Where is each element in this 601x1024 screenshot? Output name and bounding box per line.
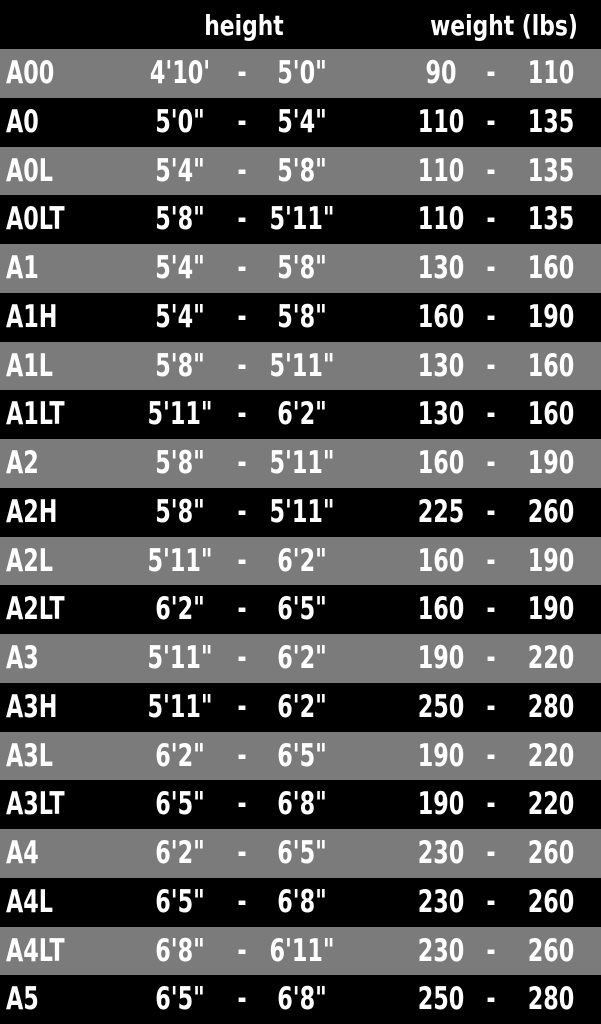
weight-min-cell: 130 [417, 347, 465, 384]
height-max-cell: 5'4" [277, 103, 327, 140]
height-max-cell: 6'8" [277, 883, 327, 920]
table-row [0, 975, 601, 1024]
table-row [0, 585, 601, 634]
table-row [0, 488, 601, 537]
height-max-cell: 5'11" [269, 493, 335, 530]
weight-range-dash: - [486, 55, 496, 91]
height-min-cell: 6'8" [155, 932, 205, 969]
table-row [0, 147, 601, 196]
height-min-cell: 5'4" [155, 298, 205, 335]
weight-range-dash: - [486, 640, 496, 676]
height-range-dash: - [237, 445, 247, 481]
table-row [0, 634, 601, 683]
size-table-body [0, 49, 601, 1024]
size-cell: A2L [6, 542, 54, 579]
height-min-cell: 5'8" [155, 347, 205, 384]
table-row [0, 537, 601, 586]
height-min-cell: 6'5" [155, 981, 205, 1018]
size-cell: A1LT [6, 396, 65, 433]
height-range-dash: - [237, 640, 247, 676]
height-max-cell: 6'2" [277, 542, 327, 579]
table-row [0, 878, 601, 927]
weight-max-cell: 190 [527, 591, 575, 628]
height-min-cell: 5'8" [155, 445, 205, 481]
height-max-cell: 6'5" [277, 737, 327, 774]
table-row [0, 927, 601, 976]
height-range-dash: - [237, 542, 247, 579]
height-range-dash: - [237, 396, 247, 433]
height-min-cell: 4'10' [149, 55, 211, 91]
height-min-cell: 6'2" [155, 591, 205, 628]
weight-min-cell: 130 [417, 396, 465, 433]
height-min-cell: 6'2" [155, 835, 205, 871]
weight-range-dash: - [486, 835, 496, 871]
weight-min-cell: 230 [417, 835, 465, 871]
weight-max-cell: 260 [527, 835, 575, 871]
weight-range-dash: - [486, 152, 496, 189]
height-min-cell: 6'5" [155, 883, 205, 920]
size-cell: A4 [6, 835, 39, 871]
table-row [0, 390, 601, 439]
size-cell: A3LT [6, 786, 65, 823]
height-min-cell: 5'8" [155, 493, 205, 530]
height-range-dash: - [237, 981, 247, 1018]
weight-range-dash: - [486, 591, 496, 628]
table-row [0, 293, 601, 342]
size-cell: A1H [6, 298, 58, 335]
weight-range-dash: - [486, 250, 496, 286]
weight-range-dash: - [486, 445, 496, 481]
weight-max-cell: 280 [527, 688, 575, 725]
height-min-cell: 6'5" [155, 786, 205, 823]
table-row [0, 439, 601, 488]
weight-max-cell: 160 [527, 250, 575, 286]
table-header [0, 0, 601, 49]
height-min-cell: 5'4" [155, 152, 205, 189]
size-cell: A4LT [6, 932, 65, 969]
height-column-header: height [204, 9, 284, 42]
height-range-dash: - [237, 103, 247, 140]
weight-max-cell: 220 [527, 786, 575, 823]
size-cell: A0LT [6, 201, 65, 238]
weight-range-dash: - [486, 298, 496, 335]
weight-max-cell: 190 [527, 542, 575, 579]
table-row [0, 244, 601, 293]
height-max-cell: 5'8" [277, 298, 327, 335]
size-cell: A3H [6, 688, 58, 725]
table-row [0, 49, 601, 98]
height-max-cell: 6'5" [277, 591, 327, 628]
height-max-cell: 6'5" [277, 835, 327, 871]
height-range-dash: - [237, 883, 247, 920]
height-range-dash: - [237, 688, 247, 725]
size-cell: A1 [6, 250, 39, 286]
weight-max-cell: 260 [527, 883, 575, 920]
weight-range-dash: - [486, 932, 496, 969]
weight-min-cell: 160 [417, 542, 465, 579]
size-cell: A3 [6, 640, 39, 676]
height-max-cell: 5'11" [269, 445, 335, 481]
weight-range-dash: - [486, 493, 496, 530]
weight-range-dash: - [486, 883, 496, 920]
height-range-dash: - [237, 932, 247, 969]
weight-min-cell: 160 [417, 591, 465, 628]
size-cell: A3L [6, 737, 54, 774]
size-cell: A00 [6, 55, 55, 91]
size-cell: A5 [6, 981, 39, 1018]
size-cell: A2H [6, 493, 58, 530]
weight-range-dash: - [486, 981, 496, 1018]
height-min-cell: 5'11" [147, 396, 213, 433]
weight-max-cell: 260 [527, 493, 575, 530]
weight-min-cell: 160 [417, 445, 465, 481]
size-cell: A1L [6, 347, 54, 384]
weight-max-cell: 190 [527, 298, 575, 335]
weight-min-cell: 190 [417, 640, 465, 676]
height-range-dash: - [237, 298, 247, 335]
table-row [0, 195, 601, 244]
height-max-cell: 6'8" [277, 981, 327, 1018]
height-range-dash: - [237, 786, 247, 823]
weight-min-cell: 250 [417, 981, 465, 1018]
height-min-cell: 5'8" [155, 201, 205, 238]
height-max-cell: 6'8" [277, 786, 327, 823]
weight-range-dash: - [486, 201, 496, 238]
height-range-dash: - [237, 152, 247, 189]
height-max-cell: 5'0" [277, 55, 327, 91]
table-row [0, 732, 601, 781]
height-range-dash: - [237, 347, 247, 384]
table-row [0, 342, 601, 391]
weight-max-cell: 220 [527, 737, 575, 774]
weight-max-cell: 190 [527, 445, 575, 481]
height-min-cell: 5'4" [155, 250, 205, 286]
height-max-cell: 5'8" [277, 152, 327, 189]
height-range-dash: - [237, 737, 247, 774]
weight-max-cell: 280 [527, 981, 575, 1018]
height-max-cell: 5'11" [269, 201, 335, 238]
weight-range-dash: - [486, 542, 496, 579]
weight-max-cell: 160 [527, 396, 575, 433]
weight-column-header: weight (lbs) [430, 9, 578, 42]
weight-min-cell: 110 [417, 152, 465, 189]
weight-min-cell: 250 [417, 688, 465, 725]
weight-min-cell: 230 [417, 932, 465, 969]
weight-range-dash: - [486, 737, 496, 774]
weight-min-cell: 225 [417, 493, 465, 530]
table-row [0, 829, 601, 878]
weight-max-cell: 110 [527, 55, 575, 91]
height-max-cell: 6'2" [277, 640, 327, 676]
height-max-cell: 6'2" [277, 688, 327, 725]
height-range-dash: - [237, 493, 247, 530]
height-min-cell: 6'2" [155, 737, 205, 774]
weight-min-cell: 130 [417, 250, 465, 286]
weight-range-dash: - [486, 688, 496, 725]
weight-min-cell: 110 [417, 201, 465, 238]
weight-min-cell: 230 [417, 883, 465, 920]
height-range-dash: - [237, 835, 247, 871]
height-max-cell: 5'11" [269, 347, 335, 384]
weight-range-dash: - [486, 396, 496, 433]
size-cell: A2LT [6, 591, 65, 628]
height-range-dash: - [237, 55, 247, 91]
table-row [0, 780, 601, 829]
weight-range-dash: - [486, 103, 496, 140]
size-cell: A4L [6, 883, 54, 920]
weight-max-cell: 135 [527, 103, 575, 140]
weight-min-cell: 90 [425, 55, 457, 91]
table-row [0, 98, 601, 147]
height-range-dash: - [237, 591, 247, 628]
weight-max-cell: 135 [527, 152, 575, 189]
weight-min-cell: 160 [417, 298, 465, 335]
height-min-cell: 5'11" [147, 542, 213, 579]
weight-min-cell: 190 [417, 737, 465, 774]
size-cell: A0 [6, 103, 39, 140]
weight-min-cell: 110 [417, 103, 465, 140]
size-cell: A2 [6, 445, 39, 481]
height-range-dash: - [237, 250, 247, 286]
height-min-cell: 5'11" [147, 640, 213, 676]
size-cell: A0L [6, 152, 54, 189]
weight-max-cell: 160 [527, 347, 575, 384]
weight-max-cell: 220 [527, 640, 575, 676]
weight-min-cell: 190 [417, 786, 465, 823]
height-range-dash: - [237, 201, 247, 238]
weight-max-cell: 260 [527, 932, 575, 969]
weight-max-cell: 135 [527, 201, 575, 238]
weight-range-dash: - [486, 347, 496, 384]
height-max-cell: 6'2" [277, 396, 327, 433]
height-min-cell: 5'11" [147, 688, 213, 725]
weight-range-dash: - [486, 786, 496, 823]
height-max-cell: 6'11" [269, 932, 335, 969]
height-min-cell: 5'0" [155, 103, 205, 140]
height-max-cell: 5'8" [277, 250, 327, 286]
table-row [0, 683, 601, 732]
